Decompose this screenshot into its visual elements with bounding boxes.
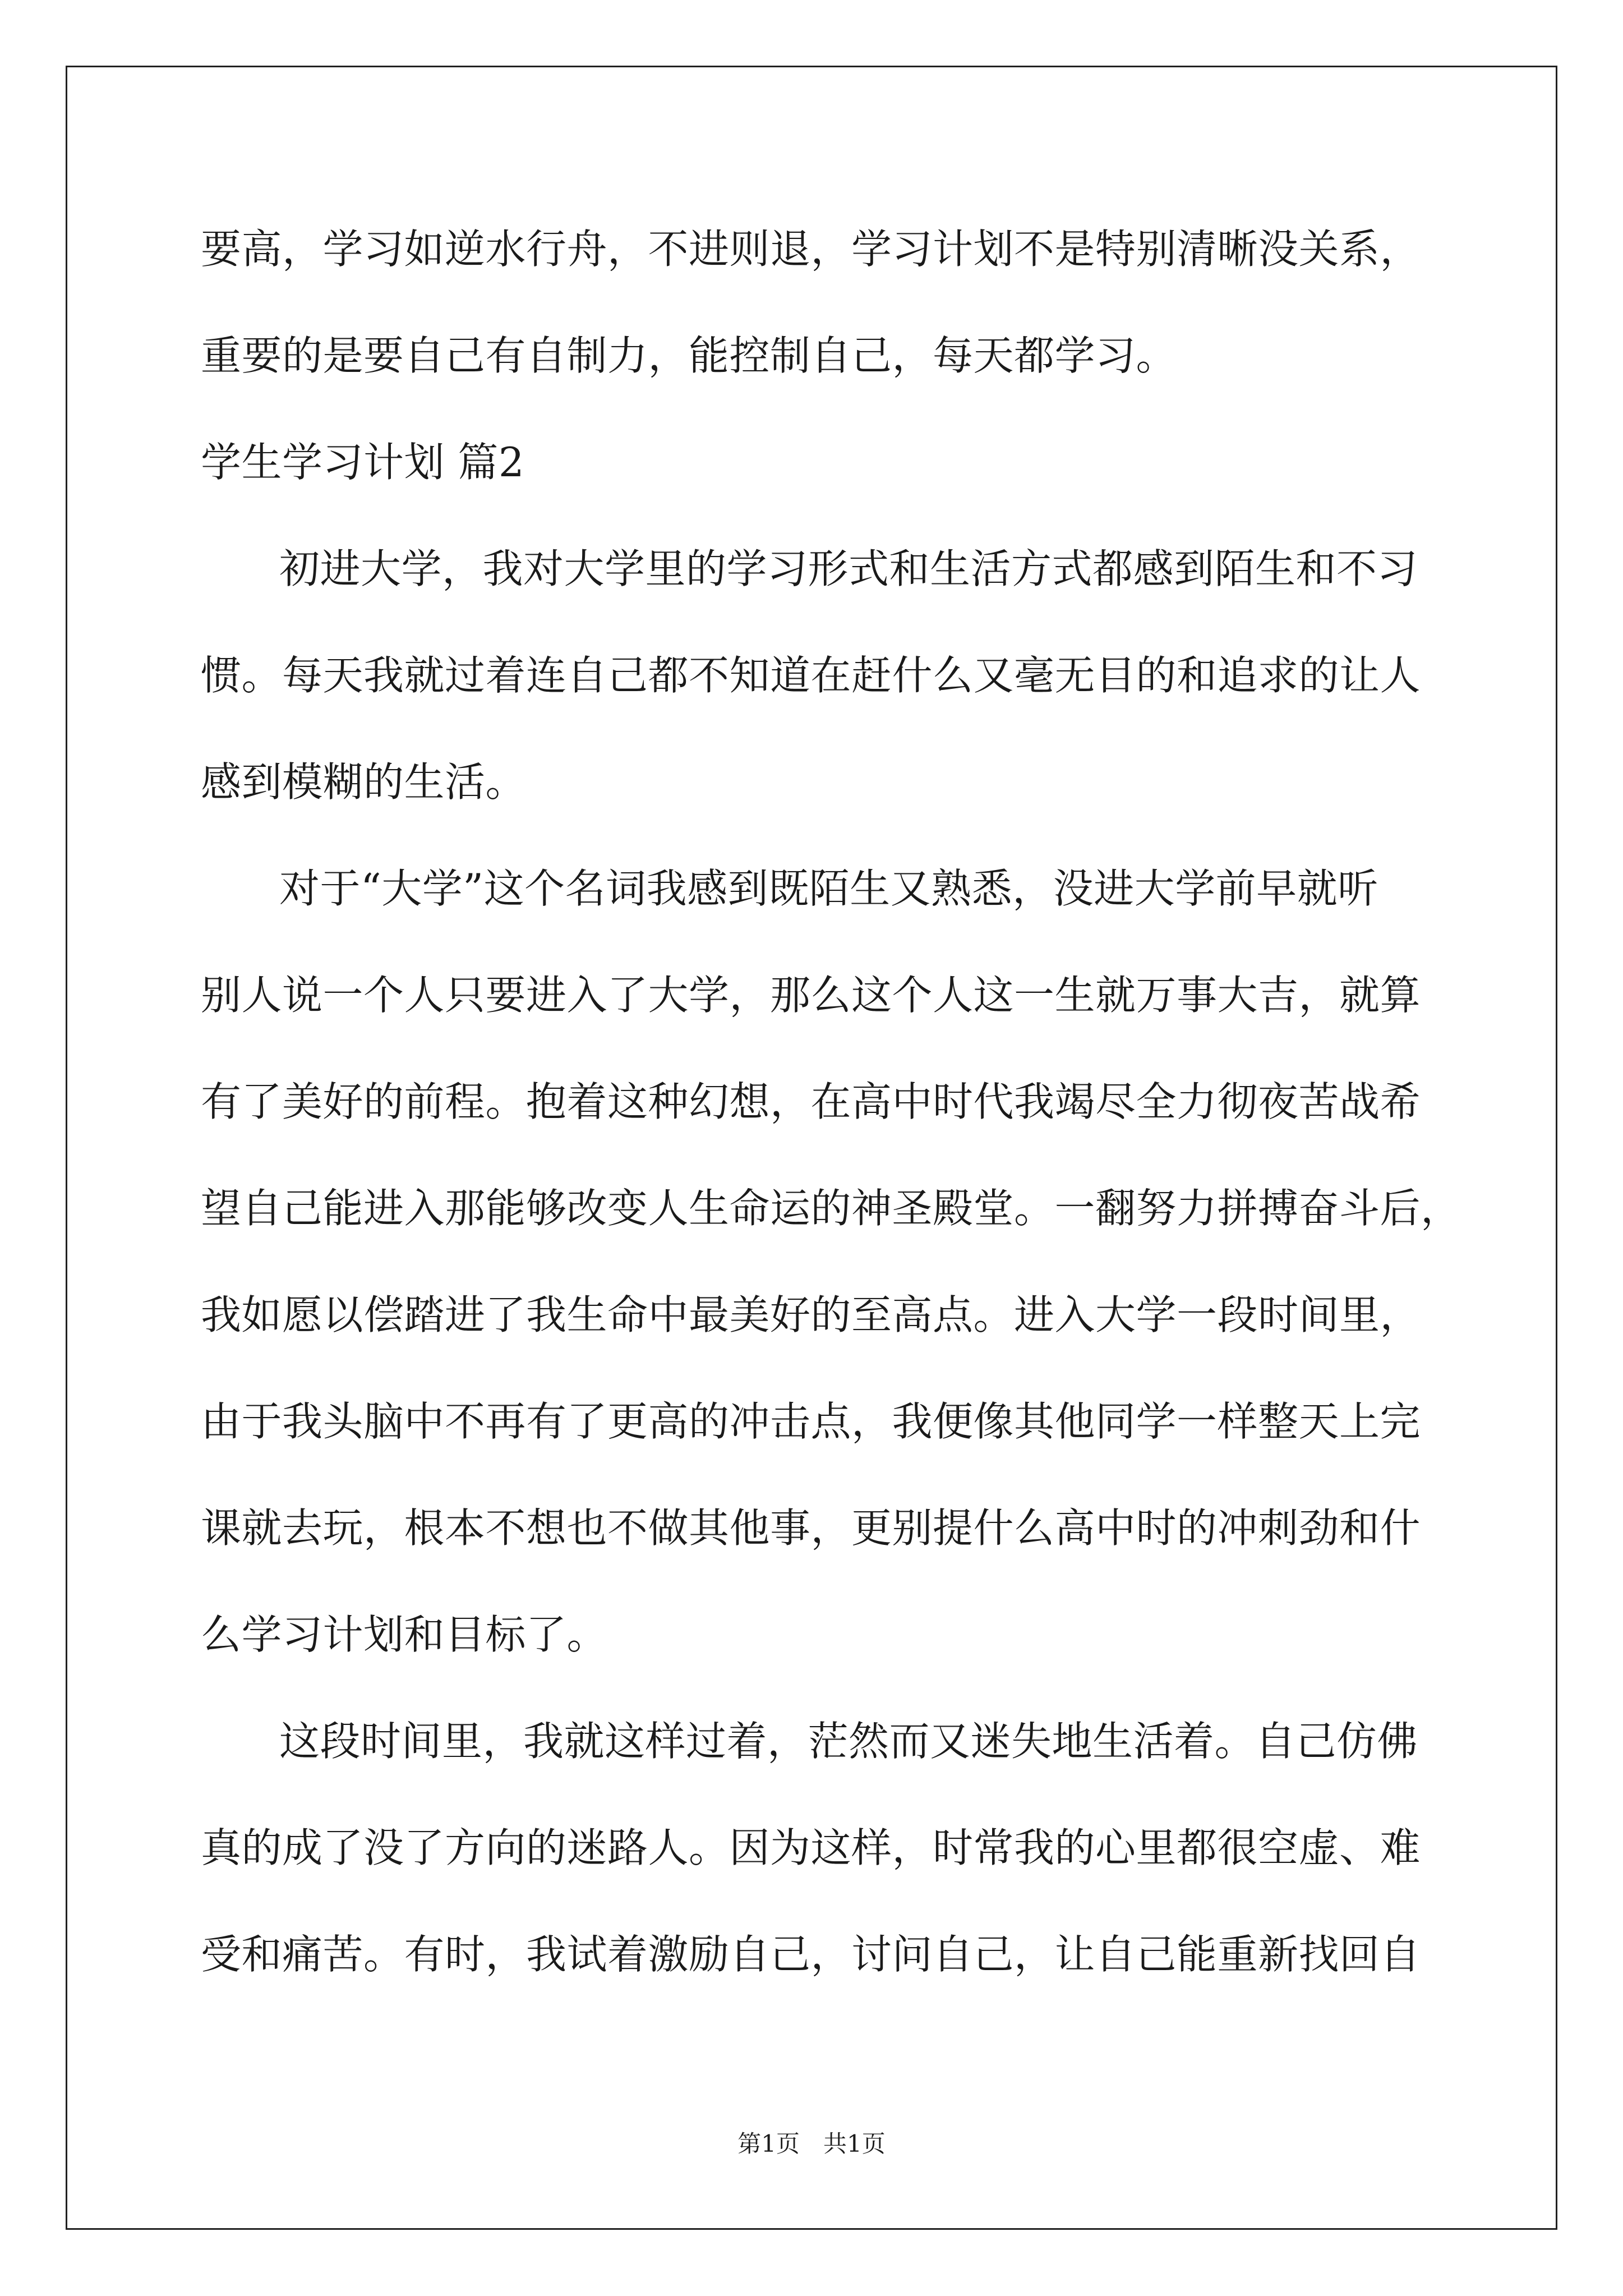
page-footer: 第1页 共1页 [737,2130,886,2157]
paragraph [201,835,1547,1688]
document-body [201,196,1547,2008]
text-line: 惯。每天我就过着连自己都不知道在赶什么又毫无目的和追求的让人 [201,652,1421,699]
section-heading: 学生学习计划 篇2 [201,439,525,486]
text-line: 要高，学习如逆水行舟，不进则退，学习计划不是特别清晰没关系， [201,226,1421,273]
continued-paragraph [201,196,1547,409]
text-line: 真的成了没了方向的迷路人。因为这样，时常我的心里都很空虚、难 [201,1824,1421,1871]
text-line: 望自己能进入那能够改变人生命运的神圣殿堂。一翻努力拼搏奋斗后， [201,1185,1461,1232]
text-line: 我如愿以偿踏进了我生命中最美好的至高点。进入大学一段时间里， [201,1291,1421,1338]
text-line: 感到模糊的生活。 [201,758,527,806]
text-line: 重要的是要自己有自制力，能控制自己，每天都学习。 [201,332,1177,379]
text-line: 么学习计划和目标了。 [201,1611,608,1658]
text-line: 这段时间里，我就这样过着，茫然而又迷失地生活着。自己仿佛 [279,1718,1418,1765]
text-line: 别人说一个人只要进入了大学，那么这个人这一生就万事大吉，就算 [201,972,1421,1019]
text-line: 受和痛苦。有时，我试着激励自己，讨问自己，让自己能重新找回自 [201,1931,1421,1978]
text-line: 课就去玩，根本不想也不做其他事，更别提什么高中时的冲刺劲和什 [201,1504,1421,1552]
text-line: 有了美好的前程。抱着这种幻想，在高中时代我竭尽全力彻夜苦战希 [201,1078,1421,1125]
text-line: 对于“大学”这个名词我感到既陌生又熟悉，没进大学前早就听 [279,865,1378,912]
text-line: 初进大学，我对大学里的学习形式和生活方式都感到陌生和不习 [279,545,1418,592]
paragraph [201,1688,1547,2008]
text-line: 由于我头脑中不再有了更高的冲击点，我便像其他同学一样整天上完 [201,1398,1421,1445]
paragraph [201,516,1547,835]
